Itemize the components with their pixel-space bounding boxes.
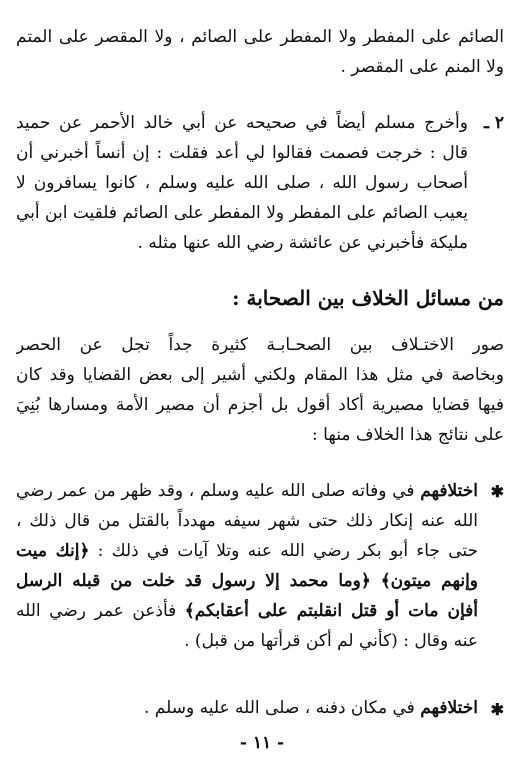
quran-quote: ﴿وما محمد إلا رسول قد خلت من قبله الرسل [16,571,371,591]
text-segment: فأذعن عمر رضي الله [16,601,185,621]
text-line: الله عنه إنكار ذلك حتى شهر سيفه مهدداً بالقتل من قال ذلك ، [16,511,478,531]
text-line: عنه وقال : (كأني لم أكن قرأتها من قبل) . [184,631,478,651]
text-line [16,536,478,566]
item-number: ٢ ـ [483,113,504,133]
continuation-paragraph [16,22,504,82]
text-line: ولا المنم على المقصر . [340,57,504,77]
text-line: فيها قضايا مصيرية أكاد أقول بل أجزم أن مصير الأمة ومسارها بُنِيَ [16,395,504,415]
text-line [16,566,478,596]
text-line [16,693,478,723]
text-line: وأخرج مسلم أيضاً في صحيحه عن أبي خالد الأحمر عن حميد [16,113,468,133]
text-line: مليكة فأخبرني عن عائشة رضي الله عنها مثله . [137,233,468,253]
text-line: يعيب الصائم على المفطر ولا المفطر على الصائم فلقيت ابن أبي [16,203,468,223]
asterisk-icon: ✱ [490,482,504,501]
bold-term: اختلافهم [420,698,478,718]
text-segment: في وفاته صلى الله عليه وسلم ، وقد ظهر من عمر رضي [16,481,421,501]
intro-paragraph [16,330,504,450]
bullet-1-paragraph [16,476,478,656]
item-2-paragraph [16,108,468,258]
text-line: وبخاصة في مثل هذا المقام ولكني أشير إلى بعض القضايا وقد كان [16,365,504,385]
quran-quote: وإنهم ميتون﴾ [370,571,478,591]
page-number: - ١١ - [239,733,285,753]
bullet-2-paragraph [16,693,478,723]
bold-term: اختلافهم [420,481,478,501]
text-segment: في مكان دفنه ، صلى الله عليه وسلم . [143,698,421,718]
text-line [16,476,478,506]
text-line: قال : خرجت فصمت فقالوا لي أعد فقلت : إن أنساً أخبرني أن [16,143,468,163]
text-line: أصحاب رسول الله ، صلى الله عليه وسلم ، كانوا يسافرون لا [16,173,468,193]
text-line: صور الاختـلاف بين الصحـابـة كثيرة جداً تجل عن الحصر [16,335,504,355]
text-line: على نتائج هذا الخلاف منها : [312,425,504,445]
text-line: الصائم على المفطر ولا المفطر على الصائم ، ولا المقصر على المتم [16,27,504,47]
quran-quote: ﴿إنك ميت [16,541,90,561]
text-line [16,596,478,626]
section-heading: من مسائل الخلاف بين الصحابة : [232,286,504,310]
quran-quote: أفإن مات أو قتل انقلبتم على أعقابكم﴾ [184,601,478,621]
asterisk-icon: ✱ [490,700,504,719]
text-segment: حتى جاء أبو بكر رضي الله عنه وتلا آيات في ذلك : [89,541,478,561]
